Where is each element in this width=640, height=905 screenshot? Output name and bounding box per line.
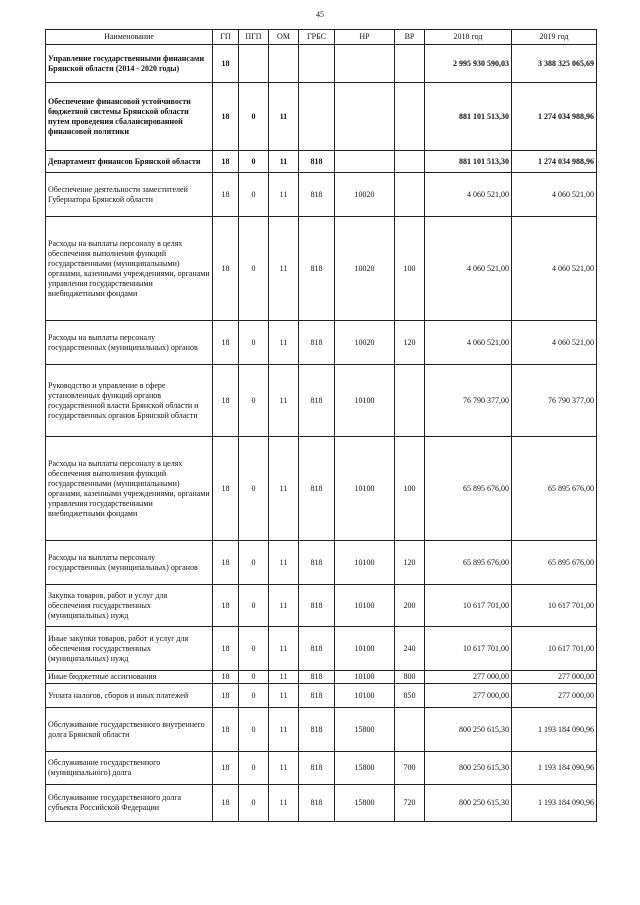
row-grbs: 818 (299, 365, 335, 437)
row-om: 11 (269, 785, 299, 822)
row-vr (395, 173, 425, 217)
row-gp: 18 (213, 151, 239, 173)
row-2019: 4 060 521,00 (512, 173, 597, 217)
table-row (46, 585, 597, 627)
header-om: ОМ (269, 30, 299, 45)
row-vr: 120 (395, 541, 425, 585)
row-2019: 65 895 676,00 (512, 437, 597, 541)
row-2019: 65 895 676,00 (512, 541, 597, 585)
row-name: Обеспечение деятельности заместителей Губернатора Брянской области (46, 173, 213, 217)
row-grbs: 818 (299, 585, 335, 627)
row-nr (335, 45, 395, 83)
row-2019: 1 274 034 988,96 (512, 151, 597, 173)
row-gp: 18 (213, 785, 239, 822)
table-row (46, 708, 597, 752)
row-2018: 881 101 513,30 (425, 83, 512, 151)
row-name: Департамент финансов Брянской области (46, 151, 213, 173)
row-om: 11 (269, 708, 299, 752)
row-2018: 4 060 521,00 (425, 173, 512, 217)
table-header-row (46, 30, 597, 45)
row-2019: 10 617 701,00 (512, 627, 597, 671)
row-2018: 277 000,00 (425, 684, 512, 708)
row-om: 11 (269, 752, 299, 785)
row-pgp: 0 (239, 217, 269, 321)
row-pgp: 0 (239, 585, 269, 627)
row-2018: 881 101 513,30 (425, 151, 512, 173)
row-om: 11 (269, 321, 299, 365)
row-2019: 1 193 184 090,96 (512, 708, 597, 752)
table-body (46, 45, 597, 822)
row-2018: 65 895 676,00 (425, 437, 512, 541)
row-name: Расходы на выплаты персоналу государственных (муниципальных) органов (46, 541, 213, 585)
row-gp: 18 (213, 217, 239, 321)
row-pgp: 0 (239, 627, 269, 671)
row-vr: 850 (395, 684, 425, 708)
row-grbs: 818 (299, 785, 335, 822)
header-pgp: ПГП (239, 30, 269, 45)
row-2018: 4 060 521,00 (425, 321, 512, 365)
table-row (46, 45, 597, 83)
row-name: Расходы на выплаты персоналу в целях обеспечения выполнения функций государственными (муниципальными) органами, казенными учреждениями, органами управления государственными внебюджетными фондами (46, 217, 213, 321)
row-nr: 15800 (335, 752, 395, 785)
row-2018: 800 250 615,30 (425, 752, 512, 785)
row-name: Иные закупки товаров, работ и услуг для обеспечения государственных (муниципальных) нужд (46, 627, 213, 671)
row-vr (395, 708, 425, 752)
row-pgp: 0 (239, 321, 269, 365)
row-grbs: 818 (299, 173, 335, 217)
table-row (46, 541, 597, 585)
row-2018: 65 895 676,00 (425, 541, 512, 585)
row-nr (335, 83, 395, 151)
row-om: 11 (269, 83, 299, 151)
row-gp: 18 (213, 83, 239, 151)
row-pgp: 0 (239, 541, 269, 585)
row-nr: 10100 (335, 627, 395, 671)
row-om: 11 (269, 671, 299, 684)
row-gp: 18 (213, 684, 239, 708)
row-nr: 15800 (335, 708, 395, 752)
row-nr: 10100 (335, 541, 395, 585)
row-nr: 10020 (335, 321, 395, 365)
row-gp: 18 (213, 321, 239, 365)
row-2018: 76 790 377,00 (425, 365, 512, 437)
table-row (46, 785, 597, 822)
row-om: 11 (269, 684, 299, 708)
row-vr: 100 (395, 437, 425, 541)
row-om (269, 45, 299, 83)
row-name: Управление государственными финансами Брянской области (2014 - 2020 годы) (46, 45, 213, 83)
row-pgp: 0 (239, 83, 269, 151)
row-gp: 18 (213, 541, 239, 585)
row-grbs: 818 (299, 321, 335, 365)
row-gp: 18 (213, 708, 239, 752)
table-row (46, 684, 597, 708)
row-pgp: 0 (239, 752, 269, 785)
row-nr: 10100 (335, 365, 395, 437)
row-nr: 10100 (335, 585, 395, 627)
row-2018: 4 060 521,00 (425, 217, 512, 321)
row-vr: 700 (395, 752, 425, 785)
row-pgp: 0 (239, 684, 269, 708)
table-row (46, 173, 597, 217)
row-2019: 10 617 701,00 (512, 585, 597, 627)
row-2018: 2 995 930 590,03 (425, 45, 512, 83)
table-row (46, 151, 597, 173)
row-grbs: 818 (299, 708, 335, 752)
row-pgp: 0 (239, 365, 269, 437)
row-om: 11 (269, 627, 299, 671)
row-grbs: 818 (299, 752, 335, 785)
row-vr (395, 83, 425, 151)
row-grbs (299, 83, 335, 151)
row-vr: 120 (395, 321, 425, 365)
row-gp: 18 (213, 585, 239, 627)
header-nr: НР (335, 30, 395, 45)
row-2019: 277 000,00 (512, 684, 597, 708)
row-2019: 4 060 521,00 (512, 217, 597, 321)
row-vr: 100 (395, 217, 425, 321)
row-gp: 18 (213, 627, 239, 671)
header-grbs: ГРБС (299, 30, 335, 45)
header-name: Наименование (46, 30, 213, 45)
row-2019: 1 193 184 090,96 (512, 752, 597, 785)
header-2019: 2019 год (512, 30, 597, 45)
header-gp: ГП (213, 30, 239, 45)
row-nr: 10100 (335, 437, 395, 541)
row-om: 11 (269, 173, 299, 217)
row-om: 11 (269, 151, 299, 173)
row-vr (395, 45, 425, 83)
row-vr: 720 (395, 785, 425, 822)
table-row (46, 671, 597, 684)
row-pgp (239, 45, 269, 83)
row-name: Расходы на выплаты персоналу государственных (муниципальных) органов (46, 321, 213, 365)
row-name: Обслуживание государственного (муниципального) долга (46, 752, 213, 785)
row-grbs: 818 (299, 437, 335, 541)
row-2019: 4 060 521,00 (512, 321, 597, 365)
budget-table (45, 29, 597, 822)
row-vr (395, 365, 425, 437)
row-grbs: 818 (299, 684, 335, 708)
row-pgp: 0 (239, 173, 269, 217)
row-2019: 1 193 184 090,96 (512, 785, 597, 822)
row-pgp: 0 (239, 785, 269, 822)
row-gp: 18 (213, 45, 239, 83)
row-gp: 18 (213, 752, 239, 785)
row-pgp: 0 (239, 708, 269, 752)
row-2019: 3 388 325 065,69 (512, 45, 597, 83)
row-nr: 10020 (335, 217, 395, 321)
row-2018: 10 617 701,00 (425, 627, 512, 671)
row-grbs (299, 45, 335, 83)
row-nr: 10020 (335, 173, 395, 217)
row-vr (395, 151, 425, 173)
row-pgp: 0 (239, 151, 269, 173)
row-nr: 15800 (335, 785, 395, 822)
row-2019: 76 790 377,00 (512, 365, 597, 437)
table-row (46, 752, 597, 785)
row-2018: 800 250 615,30 (425, 785, 512, 822)
row-name: Обеспечение финансовой устойчивости бюджетной системы Брянской области путем проведения сбалансированной финансовой политики (46, 83, 213, 151)
header-2018: 2018 год (425, 30, 512, 45)
row-name: Руководство и управление в сфере установленных функций органов государственной власти Брянской области и государственных органов Брянской области (46, 365, 213, 437)
row-name: Обслуживание государственного долга субъекта Российской Федерации (46, 785, 213, 822)
table-row (46, 83, 597, 151)
row-name: Закупка товаров, работ и услуг для обеспечения государственных (муниципальных) нужд (46, 585, 213, 627)
header-vr: ВР (395, 30, 425, 45)
row-om: 11 (269, 585, 299, 627)
row-nr: 10100 (335, 671, 395, 684)
row-2019: 1 274 034 988,96 (512, 83, 597, 151)
row-grbs: 818 (299, 627, 335, 671)
row-pgp: 0 (239, 437, 269, 541)
table-row (46, 437, 597, 541)
row-vr: 240 (395, 627, 425, 671)
row-2018: 10 617 701,00 (425, 585, 512, 627)
row-om: 11 (269, 217, 299, 321)
row-nr (335, 151, 395, 173)
table-row (46, 321, 597, 365)
row-gp: 18 (213, 173, 239, 217)
row-2018: 800 250 615,30 (425, 708, 512, 752)
row-vr: 200 (395, 585, 425, 627)
row-grbs: 818 (299, 671, 335, 684)
row-om: 11 (269, 541, 299, 585)
table-row (46, 627, 597, 671)
row-om: 11 (269, 365, 299, 437)
row-grbs: 818 (299, 151, 335, 173)
row-2018: 277 000,00 (425, 671, 512, 684)
row-grbs: 818 (299, 541, 335, 585)
row-2019: 277 000,00 (512, 671, 597, 684)
row-name: Расходы на выплаты персоналу в целях обеспечения выполнения функций государственными (муниципальными) органами, казенными учреждениями, органами управления государственными внебюджетными фондами (46, 437, 213, 541)
row-pgp: 0 (239, 671, 269, 684)
row-gp: 18 (213, 671, 239, 684)
row-vr: 800 (395, 671, 425, 684)
page-number: 45 (316, 10, 324, 19)
row-nr: 10100 (335, 684, 395, 708)
row-name: Уплата налогов, сборов и иных платежей (46, 684, 213, 708)
table-row (46, 217, 597, 321)
row-om: 11 (269, 437, 299, 541)
row-gp: 18 (213, 437, 239, 541)
table-row (46, 365, 597, 437)
row-name: Обслуживание государственного внутреннего долга Брянской области (46, 708, 213, 752)
row-name: Иные бюджетные ассигнования (46, 671, 213, 684)
row-grbs: 818 (299, 217, 335, 321)
row-gp: 18 (213, 365, 239, 437)
